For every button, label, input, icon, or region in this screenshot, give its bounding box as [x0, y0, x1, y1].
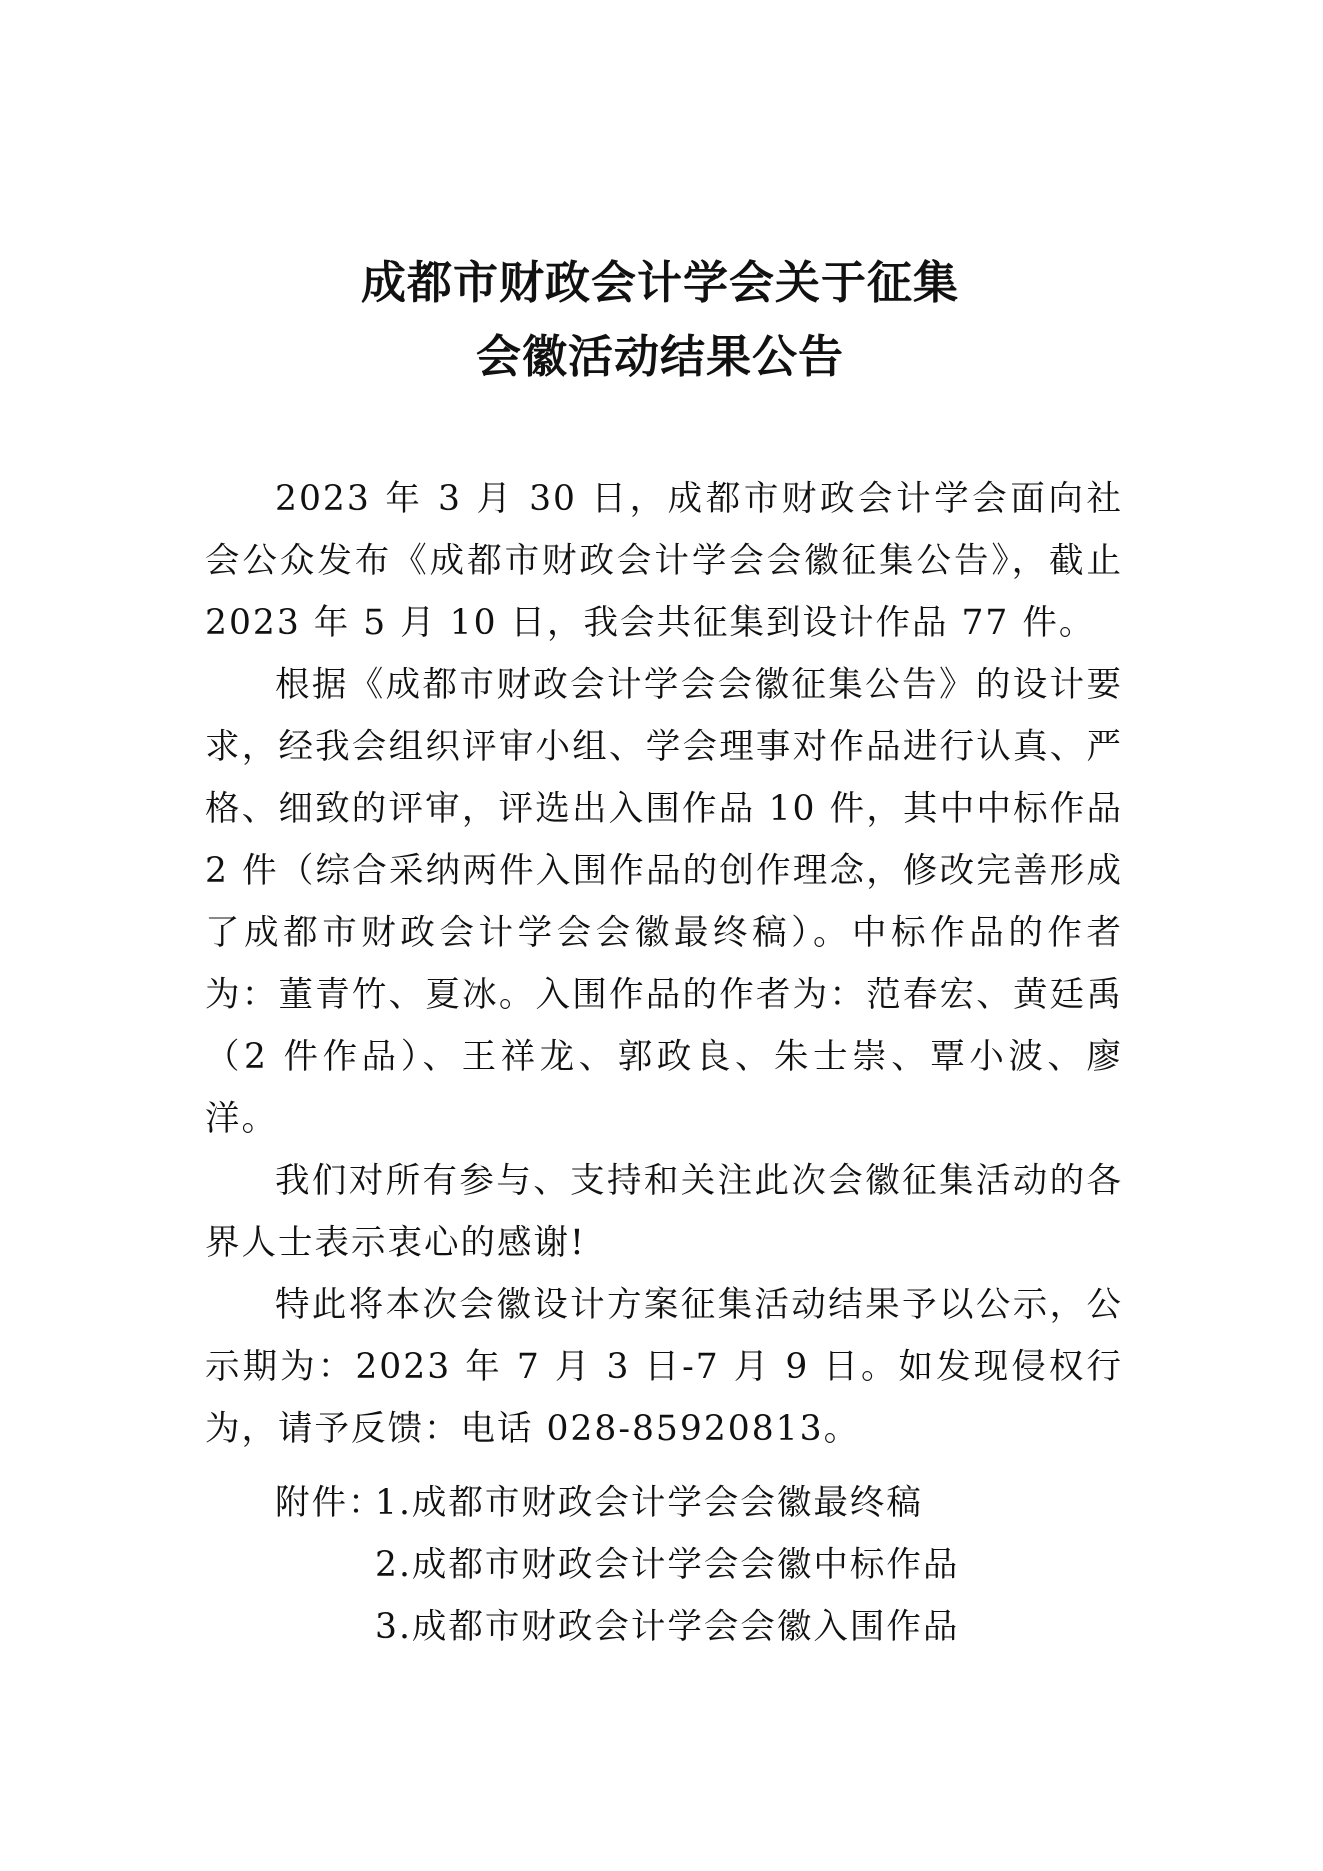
attachment-row: [275, 1534, 959, 1596]
paragraph-publicity: 特此将本次会徽设计方案征集活动结果予以公示，公示期为：2023 年 7 月 3 日-7 月 9 日。如发现侵权行为，请予反馈：电话 028-85920813。: [205, 1285, 1123, 1449]
paragraph-announcement: 2023 年 3 月 30 日，成都市财政会计学会面向社会公众发布《成都市财政会计学会会徽征集公告》，截止 2023 年 5 月 10 日，我会共征集到设计作品 77 件。: [205, 479, 1123, 643]
paragraph-thanks: 我们对所有参与、支持和关注此次会徽征集活动的各界人士表示衷心的感谢!: [205, 1161, 1123, 1263]
attachment-item: 1.成都市财政会计学会会徽最终稿: [375, 1483, 923, 1523]
attachment-item: 3.成都市财政会计学会会徽入围作品: [375, 1607, 960, 1647]
attachments-label: 附件：: [275, 1483, 385, 1523]
attachment-row: [275, 1596, 959, 1658]
paragraph-evaluation: 根据《成都市财政会计学会会徽征集公告》的设计要求，经我会组织评审小组、学会理事对作品进行认真、严格、细致的评审，评选出入围作品 10 件，其中中标作品 2 件（综合采纳两件入围作品的创作理念，修改完善形成了成都市财政会计学会会徽最终稿）。中标作品的作者为：董青竹、夏冰。入围作品的作者为：范春宏、黄廷禹（2 件作品）、王祥龙、郭政良、朱士崇、覃小波、廖洋。: [205, 665, 1123, 1139]
attachment-row: [275, 1472, 959, 1534]
document-title-line-2: 会徽活动结果公告: [475, 330, 844, 383]
attachment-item: 2.成都市财政会计学会会徽中标作品: [375, 1545, 960, 1585]
attachments-list: [275, 1472, 959, 1658]
document-title-line-1: 成都市财政会计学会关于征集: [360, 256, 959, 309]
document-body: [205, 468, 1123, 1460]
